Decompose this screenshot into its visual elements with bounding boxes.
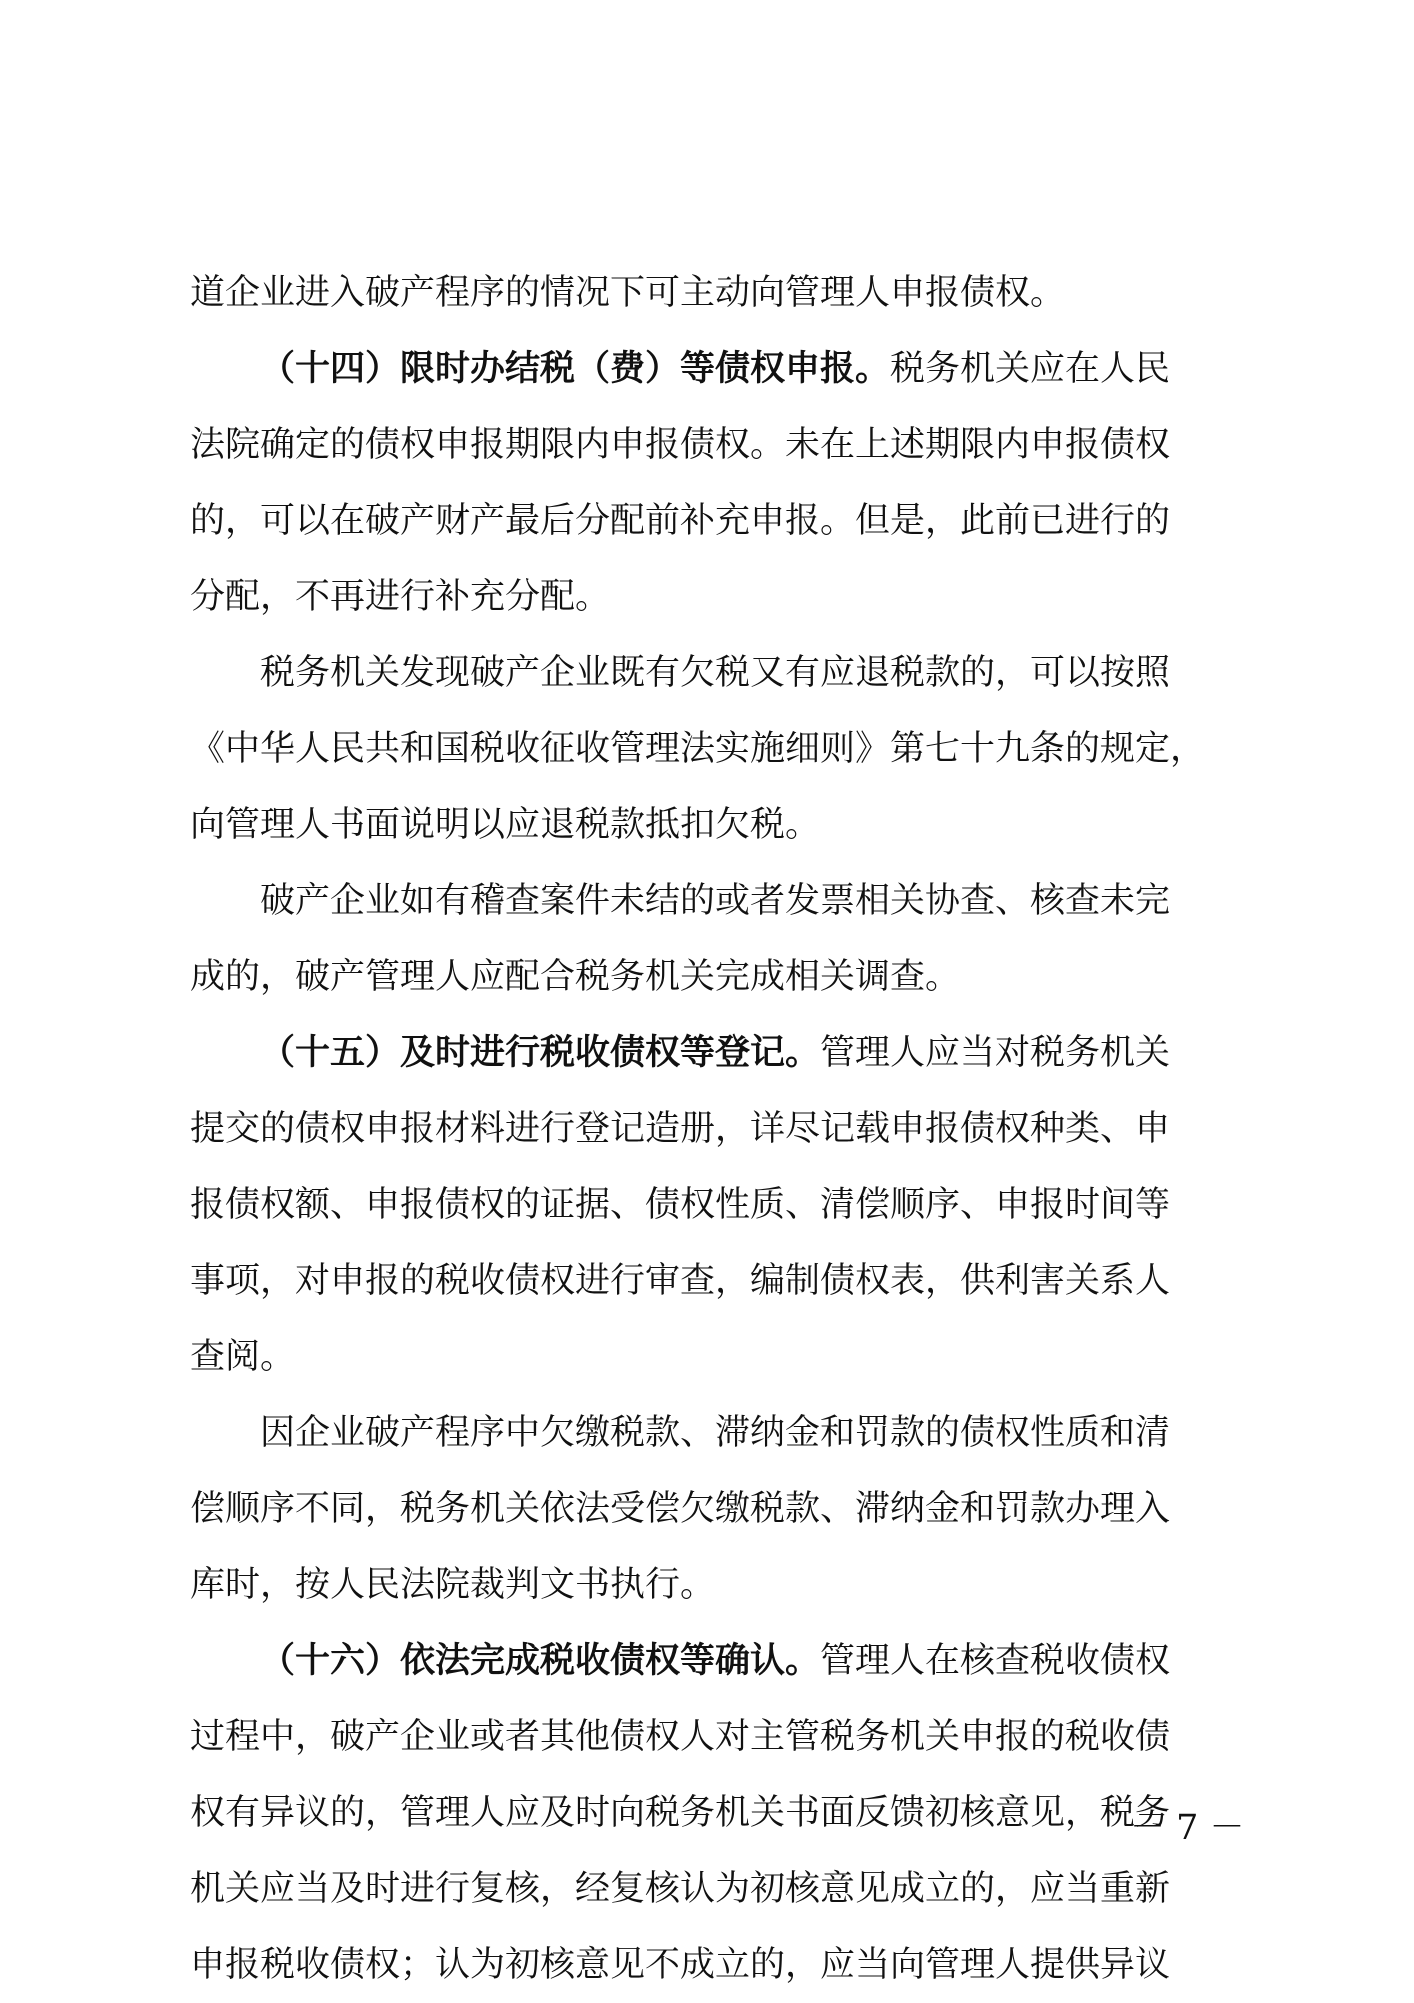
body-text: 库时，按人民法院裁判文书执行。 — [190, 1565, 716, 1605]
section-heading: （十六）依法完成税收债权等确认。 — [260, 1640, 821, 1681]
text-line — [190, 559, 1235, 635]
body-text: 报债权额、申报债权的证据、债权性质、清偿顺序、申报时间等 — [190, 1185, 1171, 1225]
paragraph — [190, 863, 1235, 1015]
body-text: 管理人应当对税务机关 — [820, 1033, 1171, 1073]
text-line — [190, 1851, 1235, 1927]
section-heading: （十五）及时进行税收债权等登记。 — [260, 1032, 821, 1073]
text-line — [190, 1091, 1235, 1167]
body-text: 的，可以在破产财产最后分配前补充申报。但是，此前已进行的 — [190, 501, 1171, 541]
body-text: 提交的债权申报材料进行登记造册，详尽记载申报债权种类、申 — [190, 1109, 1171, 1149]
text-line — [190, 787, 1235, 863]
text-line — [190, 407, 1235, 483]
text-line — [190, 1471, 1235, 1547]
body-text: 机关应当及时进行复核，经复核认为初核意见成立的，应当重新 — [190, 1869, 1171, 1909]
body-text: 道企业进入破产程序的情况下可主动向管理人申报债权。 — [190, 273, 1066, 313]
text-line — [190, 1319, 1235, 1395]
section-heading: （十四）限时办结税（费）等债权申报。 — [260, 348, 891, 389]
body-text: 偿顺序不同，税务机关依法受偿欠缴税款、滞纳金和罚款办理入 — [190, 1489, 1171, 1529]
body-text: 管理人在核查税收债权 — [820, 1641, 1171, 1681]
paragraph — [190, 1623, 1235, 2003]
paragraph — [190, 1395, 1235, 1623]
text-line — [190, 1699, 1235, 1775]
paragraph — [190, 1015, 1235, 1395]
text-line — [190, 939, 1235, 1015]
body-text: 税务机关发现破产企业既有欠税又有应退税款的，可以按照 — [260, 653, 1171, 693]
text-line — [190, 1015, 1235, 1091]
text-line — [190, 255, 1235, 331]
body-text: 法院确定的债权申报期限内申报债权。未在上述期限内申报债权 — [190, 425, 1171, 465]
text-line — [190, 863, 1235, 939]
body-text: 事项，对申报的税收债权进行审查，编制债权表，供利害关系人 — [190, 1261, 1171, 1301]
body-text: 税务机关应在人民 — [890, 349, 1171, 389]
text-line — [190, 711, 1235, 787]
text-line — [190, 1547, 1235, 1623]
body-text: 申报税收债权；认为初核意见不成立的，应当向管理人提供异议 — [190, 1945, 1171, 1985]
body-text: 查阅。 — [190, 1337, 296, 1377]
text-line — [190, 1927, 1235, 2003]
body-text: 因企业破产程序中欠缴税款、滞纳金和罚款的债权性质和清 — [260, 1413, 1171, 1453]
document-body — [190, 255, 1235, 2003]
text-line — [190, 483, 1235, 559]
text-line — [190, 635, 1235, 711]
body-text: 破产企业如有稽查案件未结的或者发票相关协查、核查未完 — [260, 881, 1171, 921]
body-text: 《中华人民共和国税收征收管理法实施细则》第七十九条的规定， — [190, 729, 1206, 769]
body-text: 分配，不再进行补充分配。 — [190, 577, 611, 617]
text-line — [190, 1775, 1235, 1851]
paragraph — [190, 255, 1235, 331]
body-text: 向管理人书面说明以应退税款抵扣欠税。 — [190, 805, 821, 845]
body-text: 权有异议的，管理人应及时向税务机关书面反馈初核意见，税务 — [190, 1793, 1171, 1833]
text-line — [190, 1243, 1235, 1319]
text-line — [190, 331, 1235, 407]
paragraph — [190, 331, 1235, 635]
body-text: 成的，破产管理人应配合税务机关完成相关调查。 — [190, 957, 961, 997]
body-text: 过程中，破产企业或者其他债权人对主管税务机关申报的税收债 — [190, 1717, 1171, 1757]
text-line — [190, 1623, 1235, 1699]
page-number: － 7 － — [1130, 1808, 1245, 1848]
text-line — [190, 1167, 1235, 1243]
text-line — [190, 1395, 1235, 1471]
paragraph — [190, 635, 1235, 863]
